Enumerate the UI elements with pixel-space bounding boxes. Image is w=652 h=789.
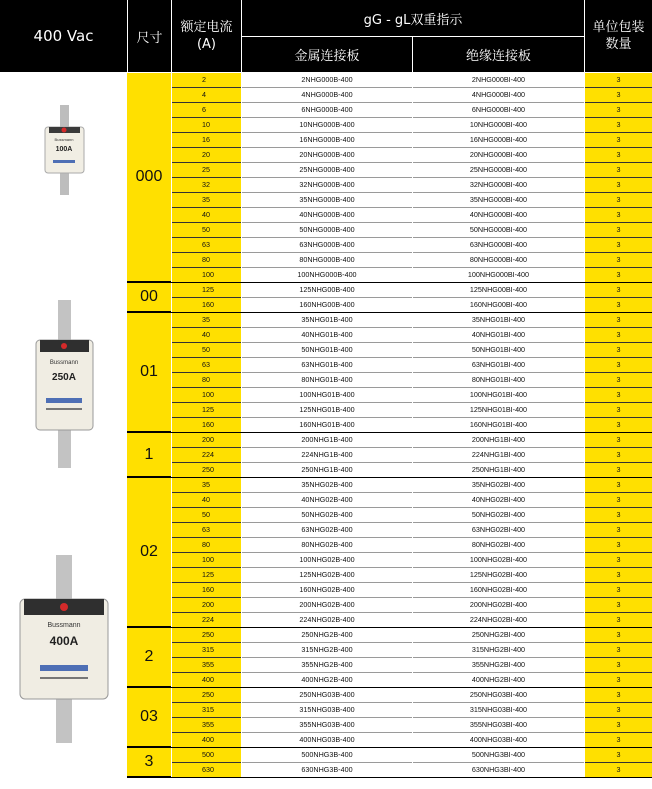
rated-current-cell: 100 — [172, 388, 241, 403]
insulated-board-part-cell: 80NHG02BI-400 — [413, 538, 584, 553]
metal-board-part-cell: 25NHG000B-400 — [242, 163, 412, 178]
table-row — [0, 88, 652, 103]
metal-board-part-cell: 125NHG02B-400 — [242, 568, 412, 583]
insulated-board-part-cell: 6NHG000BI-400 — [413, 103, 584, 118]
rated-current-cell: 315 — [172, 643, 241, 658]
metal-board-part-cell: 16NHG000B-400 — [242, 133, 412, 148]
fuse-rating-text: 100A — [55, 146, 73, 153]
rated-current-cell: 63 — [172, 238, 241, 253]
rated-current-cell: 500 — [172, 748, 241, 763]
table-row — [0, 538, 652, 553]
metal-board-part-cell: 224NHG02B-400 — [242, 613, 412, 628]
rated-current-cell: 50 — [172, 508, 241, 523]
insulated-board-part-cell: 500NHG3BI-400 — [413, 748, 584, 763]
rated-current-cell: 6 — [172, 103, 241, 118]
rated-current-cell: 100 — [172, 553, 241, 568]
metal-board-part-cell: 40NHG02B-400 — [242, 493, 412, 508]
pack-qty-cell: 3 — [585, 478, 652, 493]
rated-current-cell: 224 — [172, 448, 241, 463]
rated-current-cell: 250 — [172, 463, 241, 478]
pack-qty-cell: 3 — [585, 73, 652, 88]
rated-current-cell: 160 — [172, 583, 241, 598]
group-header — [242, 0, 584, 36]
pack-qty-cell: 3 — [585, 238, 652, 253]
table-row — [0, 523, 652, 538]
size-label: 尺寸 — [136, 30, 163, 46]
metal-board-part-cell: 200NHG1B-400 — [242, 433, 412, 448]
fuse-000-image — [40, 105, 90, 195]
insulated-board-part-cell: 40NHG02BI-400 — [413, 493, 584, 508]
metal-board-part-cell: 250NHG1B-400 — [242, 463, 412, 478]
insulated-board-part-cell: 25NHG000BI-400 — [413, 163, 584, 178]
insulated-board-part-cell: 125NHG00BI-400 — [413, 283, 584, 298]
pack-qty-cell: 3 — [585, 748, 652, 763]
rated-current-cell: 125 — [172, 568, 241, 583]
metal-board-part-cell: 4NHG000B-400 — [242, 88, 412, 103]
rated-current-cell: 63 — [172, 523, 241, 538]
rated-current-cell: 35 — [172, 478, 241, 493]
insulated-board-part-cell: 2NHG000BI-400 — [413, 73, 584, 88]
rated-current-cell: 40 — [172, 208, 241, 223]
insulated-board-part-cell: 20NHG000BI-400 — [413, 148, 584, 163]
insulated-board-label: 绝缘连接板 — [465, 49, 531, 64]
rated-current-cell: 355 — [172, 658, 241, 673]
rated-current-cell: 250 — [172, 688, 241, 703]
insulated-board-part-cell: 400NHG2BI-400 — [413, 673, 584, 688]
size-cell: 01 — [127, 313, 171, 433]
pack-qty-cell: 3 — [585, 448, 652, 463]
table-row — [0, 763, 652, 778]
pack-qty-cell: 3 — [585, 223, 652, 238]
pack-qty-cell: 3 — [585, 553, 652, 568]
table-row — [0, 178, 652, 193]
metal-board-part-cell: 250NHG03B-400 — [242, 688, 412, 703]
insulated-board-part-cell: 125NHG01BI-400 — [413, 403, 584, 418]
rated-current-cell: 35 — [172, 313, 241, 328]
metal-board-part-cell: 224NHG1B-400 — [242, 448, 412, 463]
insulated-board-part-cell: 250NHG03BI-400 — [413, 688, 584, 703]
pack-qty-cell: 3 — [585, 298, 652, 313]
rated-current-cell: 2 — [172, 73, 241, 88]
pack-qty-cell: 3 — [585, 538, 652, 553]
pack-qty-cell: 3 — [585, 493, 652, 508]
pack-qty-cell: 3 — [585, 133, 652, 148]
metal-board-part-cell: 2NHG000B-400 — [242, 73, 412, 88]
fuse-brand-text: Bussmann — [47, 622, 81, 629]
metal-board-header — [242, 37, 412, 72]
fuse-01-image — [30, 300, 100, 470]
rated-current-cell: 40 — [172, 493, 241, 508]
rated-current-cell: 200 — [172, 598, 241, 613]
metal-board-part-cell: 400NHG03B-400 — [242, 733, 412, 748]
metal-board-part-cell: 355NHG03B-400 — [242, 718, 412, 733]
insulated-board-part-cell: 160NHG02BI-400 — [413, 583, 584, 598]
pack-qty-unit: 数量 — [605, 37, 632, 52]
insulated-board-part-cell: 100NHG02BI-400 — [413, 553, 584, 568]
insulated-board-part-cell: 80NHG000BI-400 — [413, 253, 584, 268]
rated-current-cell: 80 — [172, 538, 241, 553]
metal-board-part-cell: 100NHG02B-400 — [242, 553, 412, 568]
table-row — [0, 508, 652, 523]
insulated-board-part-cell: 63NHG01BI-400 — [413, 358, 584, 373]
rated-current-cell: 160 — [172, 418, 241, 433]
metal-board-part-cell: 40NHG000B-400 — [242, 208, 412, 223]
metal-board-part-cell: 500NHG3B-400 — [242, 748, 412, 763]
metal-board-part-cell: 160NHG02B-400 — [242, 583, 412, 598]
metal-board-part-cell: 50NHG01B-400 — [242, 343, 412, 358]
rated-current-cell: 63 — [172, 358, 241, 373]
rated-current-cell: 315 — [172, 703, 241, 718]
insulated-board-part-cell: 125NHG02BI-400 — [413, 568, 584, 583]
size-cell: 000 — [127, 73, 171, 283]
rated-current-cell: 40 — [172, 328, 241, 343]
rated-current-cell: 355 — [172, 718, 241, 733]
pack-qty-cell: 3 — [585, 583, 652, 598]
pack-qty-cell: 3 — [585, 733, 652, 748]
voltage-header — [0, 0, 127, 72]
insulated-board-part-cell: 224NHG1BI-400 — [413, 448, 584, 463]
pack-qty-cell: 3 — [585, 313, 652, 328]
metal-board-part-cell: 160NHG00B-400 — [242, 298, 412, 313]
pack-qty-cell: 3 — [585, 673, 652, 688]
metal-board-part-cell: 50NHG02B-400 — [242, 508, 412, 523]
metal-board-part-cell: 32NHG000B-400 — [242, 178, 412, 193]
pack-qty-cell: 3 — [585, 688, 652, 703]
rated-current-cell: 50 — [172, 223, 241, 238]
table-row — [0, 283, 652, 298]
rated-current-cell: 200 — [172, 433, 241, 448]
pack-qty-cell: 3 — [585, 628, 652, 643]
rated-current-cell: 125 — [172, 403, 241, 418]
pack-qty-cell: 3 — [585, 163, 652, 178]
pack-qty-cell: 3 — [585, 283, 652, 298]
pack-qty-cell: 3 — [585, 268, 652, 283]
insulated-board-part-cell: 4NHG000BI-400 — [413, 88, 584, 103]
insulated-board-part-cell: 355NHG2BI-400 — [413, 658, 584, 673]
metal-board-part-cell: 10NHG000B-400 — [242, 118, 412, 133]
rated-current-label: 额定电流 — [180, 20, 233, 35]
insulated-board-part-cell: 160NHG01BI-400 — [413, 418, 584, 433]
pack-qty-cell: 3 — [585, 88, 652, 103]
pack-qty-cell: 3 — [585, 643, 652, 658]
metal-board-part-cell: 630NHG3B-400 — [242, 763, 412, 778]
metal-board-part-cell: 80NHG000B-400 — [242, 253, 412, 268]
pack-qty-cell: 3 — [585, 193, 652, 208]
metal-board-part-cell: 125NHG01B-400 — [242, 403, 412, 418]
insulated-board-part-cell: 315NHG2BI-400 — [413, 643, 584, 658]
pack-qty-cell: 3 — [585, 763, 652, 778]
rated-current-cell: 4 — [172, 88, 241, 103]
insulated-board-part-cell: 40NHG01BI-400 — [413, 328, 584, 343]
metal-board-part-cell: 63NHG000B-400 — [242, 238, 412, 253]
size-header — [128, 0, 171, 72]
fuse-brand-text: Bussmann — [54, 137, 74, 142]
rated-current-header — [172, 0, 241, 72]
rated-current-cell: 400 — [172, 733, 241, 748]
table-row — [0, 193, 652, 208]
size-cell: 3 — [127, 748, 171, 778]
pack-qty-cell: 3 — [585, 208, 652, 223]
table-row — [0, 208, 652, 223]
table-row — [0, 238, 652, 253]
pack-qty-cell: 3 — [585, 523, 652, 538]
metal-board-part-cell: 6NHG000B-400 — [242, 103, 412, 118]
pack-qty-cell: 3 — [585, 118, 652, 133]
metal-board-part-cell: 200NHG02B-400 — [242, 598, 412, 613]
insulated-board-part-cell: 250NHG1BI-400 — [413, 463, 584, 478]
insulated-board-part-cell: 224NHG02BI-400 — [413, 613, 584, 628]
pack-qty-cell: 3 — [585, 418, 652, 433]
table-row — [0, 253, 652, 268]
insulated-board-part-cell: 35NHG000BI-400 — [413, 193, 584, 208]
insulated-board-part-cell: 40NHG000BI-400 — [413, 208, 584, 223]
insulated-board-part-cell: 16NHG000BI-400 — [413, 133, 584, 148]
insulated-board-part-cell: 100NHG000BI-400 — [413, 268, 584, 283]
rated-current-cell: 10 — [172, 118, 241, 133]
metal-board-part-cell: 80NHG02B-400 — [242, 538, 412, 553]
metal-board-part-cell: 160NHG01B-400 — [242, 418, 412, 433]
metal-board-part-cell: 35NHG02B-400 — [242, 478, 412, 493]
insulated-board-part-cell: 35NHG01BI-400 — [413, 313, 584, 328]
size-cell: 00 — [127, 283, 171, 313]
pack-qty-label: 单位包装 — [592, 20, 645, 35]
insulated-board-part-cell: 50NHG000BI-400 — [413, 223, 584, 238]
pack-qty-cell: 3 — [585, 658, 652, 673]
rated-current-cell: 16 — [172, 133, 241, 148]
pack-qty-cell: 3 — [585, 568, 652, 583]
rated-current-unit: (A) — [196, 37, 217, 52]
metal-board-part-cell: 400NHG2B-400 — [242, 673, 412, 688]
metal-board-part-cell: 125NHG00B-400 — [242, 283, 412, 298]
metal-board-part-cell: 100NHG01B-400 — [242, 388, 412, 403]
size-cell: 1 — [127, 433, 171, 478]
pack-qty-cell: 3 — [585, 508, 652, 523]
pack-qty-cell: 3 — [585, 433, 652, 448]
insulated-board-part-cell: 63NHG000BI-400 — [413, 238, 584, 253]
pack-qty-cell: 3 — [585, 343, 652, 358]
insulated-board-part-cell: 200NHG1BI-400 — [413, 433, 584, 448]
metal-board-part-cell: 315NHG2B-400 — [242, 643, 412, 658]
fuse-rating-text: 400A — [49, 634, 79, 648]
pack-qty-cell: 3 — [585, 253, 652, 268]
pack-qty-cell: 3 — [585, 703, 652, 718]
table-row — [0, 73, 652, 88]
rated-current-cell: 400 — [172, 673, 241, 688]
insulated-board-header — [413, 37, 584, 72]
table-row — [0, 223, 652, 238]
rated-current-cell: 20 — [172, 148, 241, 163]
rated-current-cell: 80 — [172, 253, 241, 268]
table-row — [0, 748, 652, 763]
pack-qty-cell: 3 — [585, 373, 652, 388]
group-label: gG - gL双重指示 — [363, 12, 463, 28]
metal-board-part-cell: 35NHG01B-400 — [242, 313, 412, 328]
insulated-board-part-cell: 200NHG02BI-400 — [413, 598, 584, 613]
metal-board-part-cell: 250NHG2B-400 — [242, 628, 412, 643]
insulated-board-part-cell: 32NHG000BI-400 — [413, 178, 584, 193]
table-row — [0, 148, 652, 163]
pack-qty-cell: 3 — [585, 148, 652, 163]
rated-current-cell: 250 — [172, 628, 241, 643]
pack-qty-cell: 3 — [585, 613, 652, 628]
voltage-label: 400 Vac — [33, 27, 94, 45]
insulated-board-part-cell: 63NHG02BI-400 — [413, 523, 584, 538]
size-cell: 2 — [127, 628, 171, 688]
insulated-board-part-cell: 100NHG01BI-400 — [413, 388, 584, 403]
group-divider — [127, 777, 652, 778]
insulated-board-part-cell: 630NHG3BI-400 — [413, 763, 584, 778]
rated-current-cell: 100 — [172, 268, 241, 283]
rated-current-cell: 125 — [172, 283, 241, 298]
metal-board-part-cell: 355NHG2B-400 — [242, 658, 412, 673]
insulated-board-part-cell: 35NHG02BI-400 — [413, 478, 584, 493]
metal-board-part-cell: 100NHG000B-400 — [242, 268, 412, 283]
insulated-board-part-cell: 50NHG01BI-400 — [413, 343, 584, 358]
table-row — [0, 493, 652, 508]
fuse-brand-text: Bussmann — [49, 360, 79, 366]
pack-qty-cell: 3 — [585, 103, 652, 118]
rated-current-cell: 160 — [172, 298, 241, 313]
pack-qty-cell: 3 — [585, 718, 652, 733]
metal-board-part-cell: 63NHG02B-400 — [242, 523, 412, 538]
table-row — [0, 268, 652, 283]
pack-qty-cell: 3 — [585, 178, 652, 193]
size-cell: 03 — [127, 688, 171, 748]
pack-qty-cell: 3 — [585, 388, 652, 403]
insulated-board-part-cell: 160NHG00BI-400 — [413, 298, 584, 313]
fuse-2-image — [16, 555, 111, 745]
pack-qty-cell: 3 — [585, 358, 652, 373]
rated-current-cell: 630 — [172, 763, 241, 778]
insulated-board-part-cell: 355NHG03BI-400 — [413, 718, 584, 733]
pack-qty-cell: 3 — [585, 598, 652, 613]
table-row — [0, 118, 652, 133]
rated-current-cell: 35 — [172, 193, 241, 208]
insulated-board-part-cell: 250NHG2BI-400 — [413, 628, 584, 643]
rated-current-cell: 224 — [172, 613, 241, 628]
table-row — [0, 103, 652, 118]
size-cell: 02 — [127, 478, 171, 628]
metal-board-part-cell: 63NHG01B-400 — [242, 358, 412, 373]
rated-current-cell: 80 — [172, 373, 241, 388]
rated-current-cell: 32 — [172, 178, 241, 193]
metal-board-part-cell: 80NHG01B-400 — [242, 373, 412, 388]
rated-current-cell: 50 — [172, 343, 241, 358]
metal-board-part-cell: 20NHG000B-400 — [242, 148, 412, 163]
metal-board-part-cell: 40NHG01B-400 — [242, 328, 412, 343]
metal-board-part-cell: 35NHG000B-400 — [242, 193, 412, 208]
pack-qty-cell: 3 — [585, 328, 652, 343]
rated-current-cell: 25 — [172, 163, 241, 178]
insulated-board-part-cell: 400NHG03BI-400 — [413, 733, 584, 748]
insulated-board-part-cell: 80NHG01BI-400 — [413, 373, 584, 388]
metal-board-part-cell: 50NHG000B-400 — [242, 223, 412, 238]
pack-qty-cell: 3 — [585, 403, 652, 418]
insulated-board-part-cell: 50NHG02BI-400 — [413, 508, 584, 523]
insulated-board-part-cell: 10NHG000BI-400 — [413, 118, 584, 133]
pack-qty-header — [585, 0, 652, 72]
insulated-board-part-cell: 315NHG03BI-400 — [413, 703, 584, 718]
table-row — [0, 133, 652, 148]
metal-board-label: 金属连接板 — [294, 49, 360, 64]
pack-qty-cell: 3 — [585, 463, 652, 478]
fuse-rating-text: 250A — [52, 372, 76, 383]
table-row — [0, 163, 652, 178]
metal-board-part-cell: 315NHG03B-400 — [242, 703, 412, 718]
table-row — [0, 478, 652, 493]
